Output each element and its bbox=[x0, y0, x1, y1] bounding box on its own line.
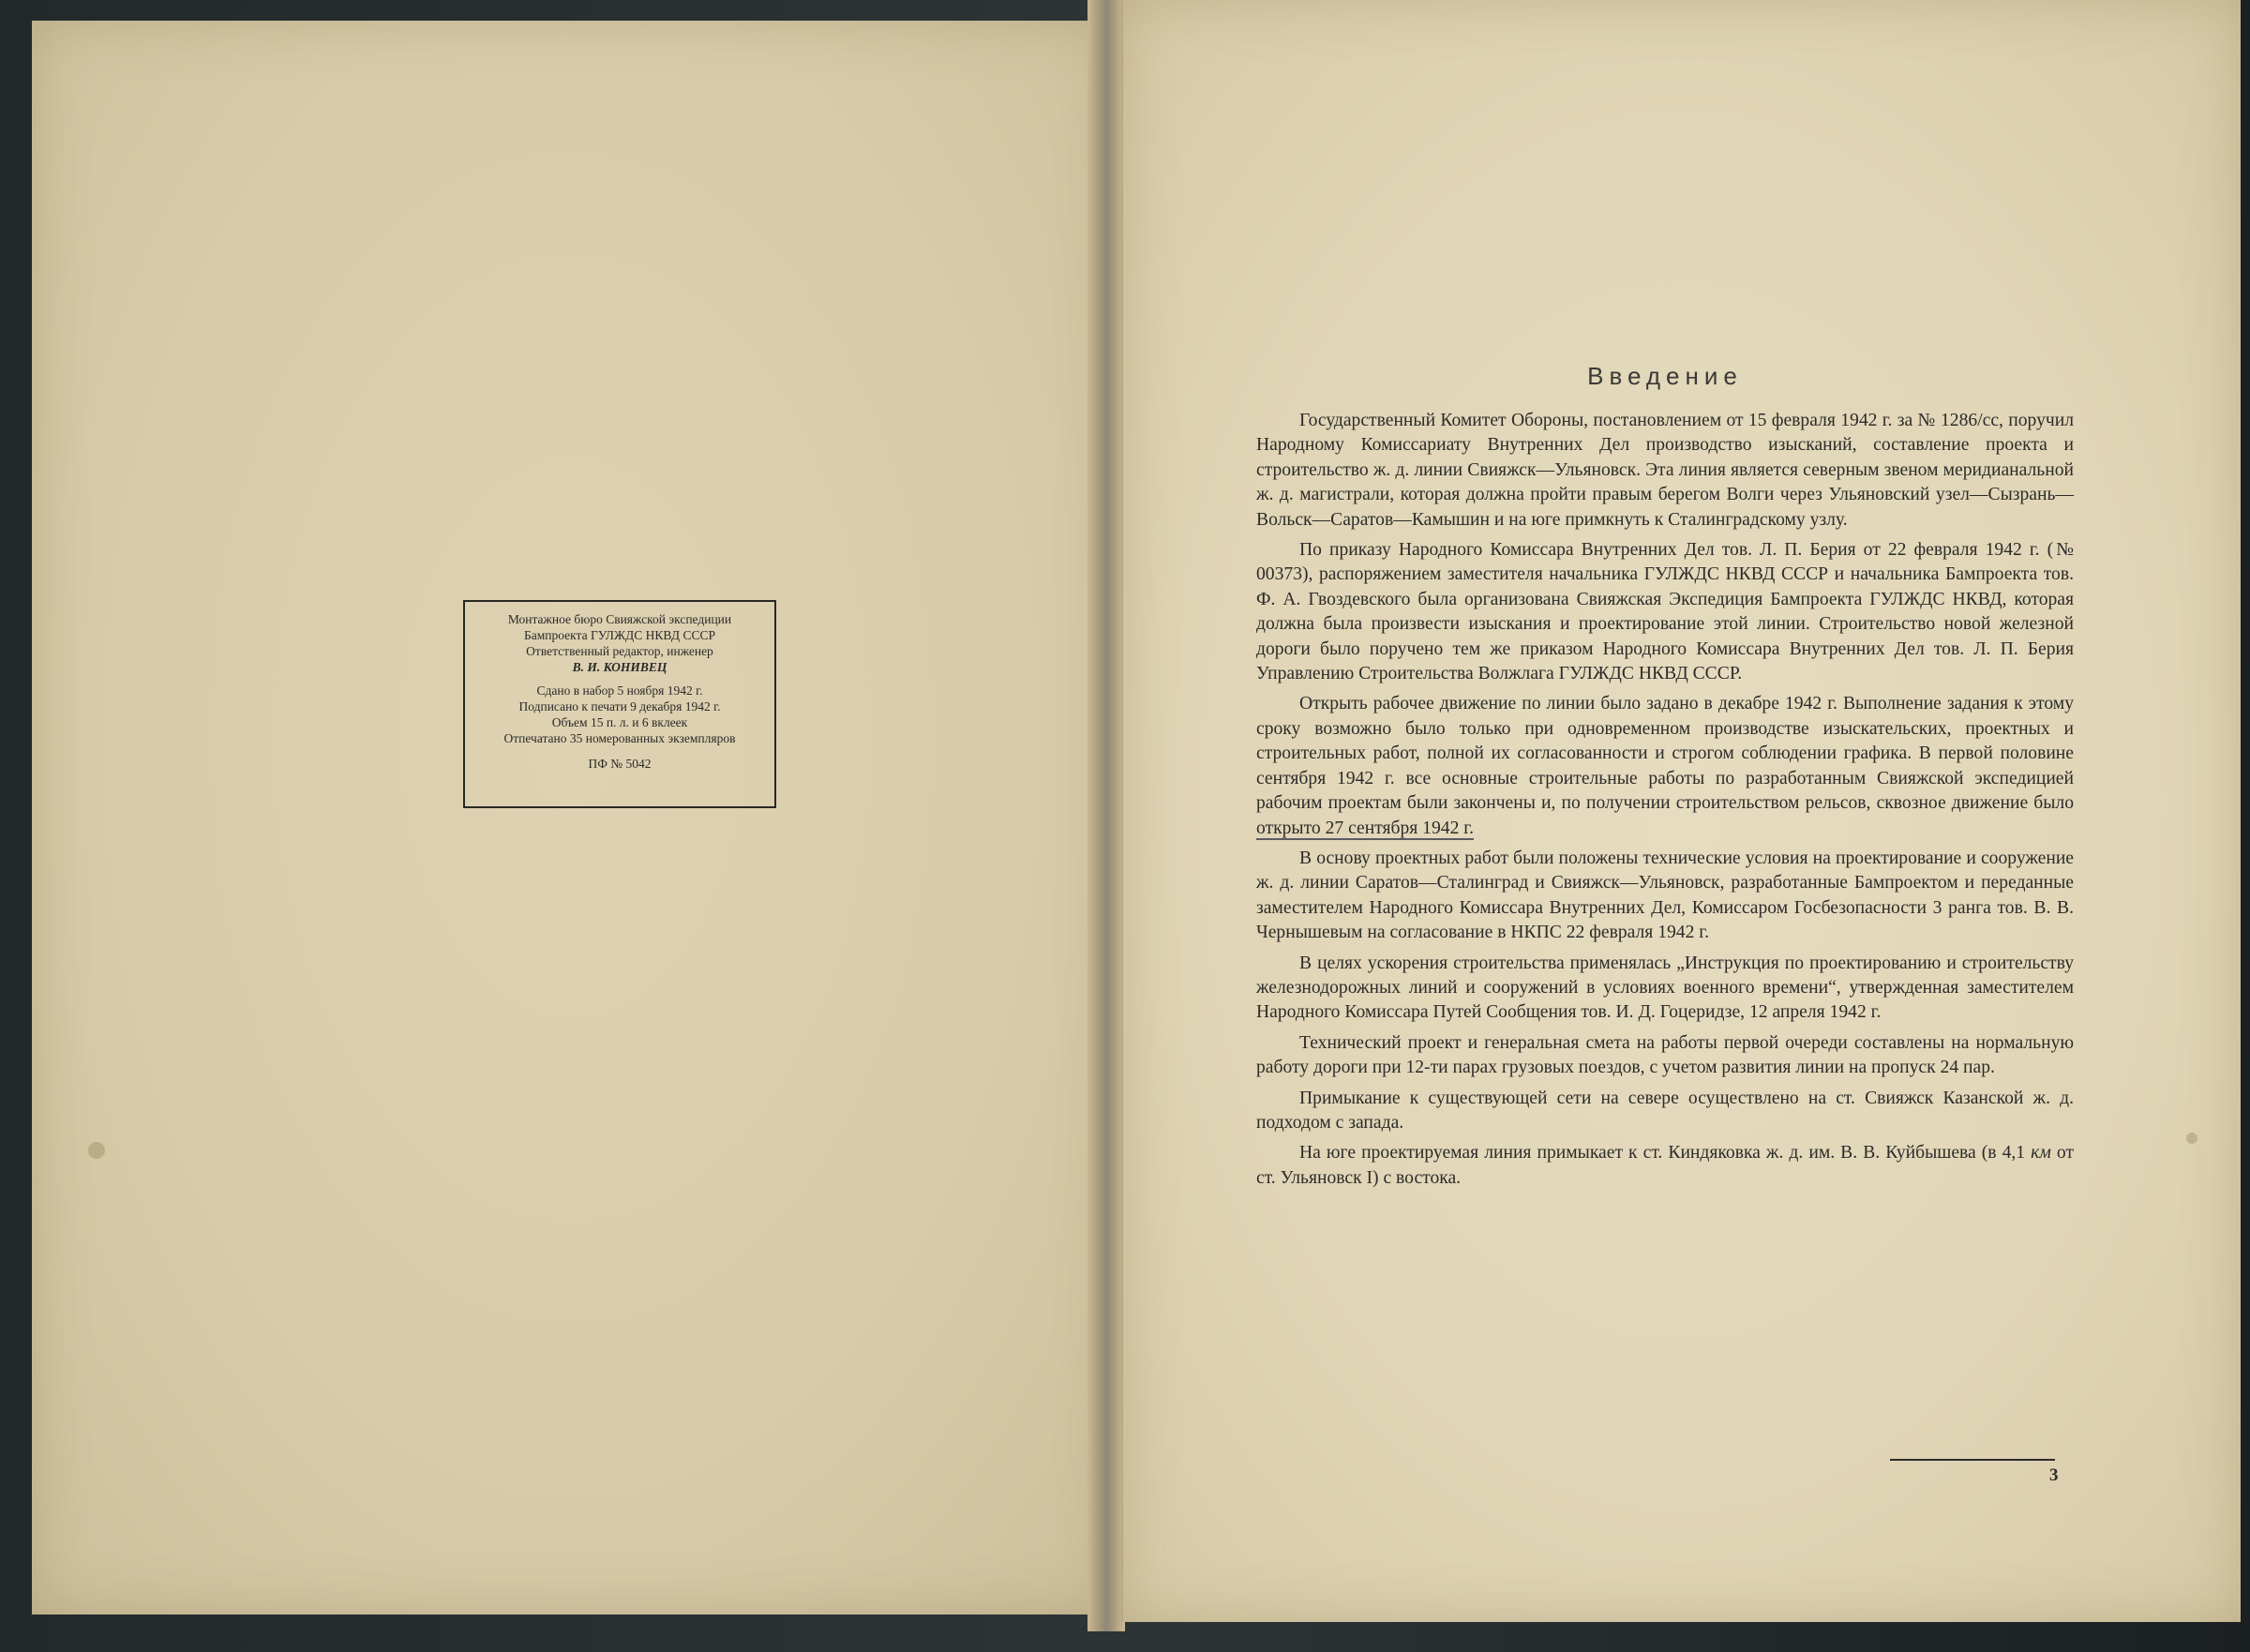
paragraph: В целях ускорения строительства применялась „Инструкция по проектированию и строительству железнодорожных линий и сооружений в условиях военного времени“, утвержденная заместителем Народного Комиссара Путей Сообщения тов. И. Д. Гоцеридзе, 12 апреля 1942 г. bbox=[1256, 953, 2074, 1023]
paragraph bbox=[1256, 692, 2074, 840]
imprint-line: Ответственный редактор, инженер bbox=[526, 644, 713, 658]
paragraph-text: от ст. Ульяновск I) с востока. bbox=[1256, 1143, 2074, 1188]
page-number: 3 bbox=[2049, 1465, 2059, 1485]
imprint-line: Бампроекта ГУЛЖДС НКВД СССР bbox=[523, 628, 715, 642]
imprint-line: Сдано в набор 5 ноября 1942 г. bbox=[536, 683, 703, 698]
unit-km: км bbox=[2031, 1143, 2051, 1164]
page-title: Введение bbox=[1587, 362, 1743, 390]
imprint-line: Отпечатано 35 номерованных экземпляров bbox=[503, 731, 736, 745]
paragraph: Технический проект и генеральная смета на работы первой очереди составлены на нормальную работу дороги при 12-ти парах грузовых поездов, с учетом развития линии на пропуск 24 пар. bbox=[1256, 1032, 2074, 1078]
imprint-order-number: ПФ № 5042 bbox=[588, 757, 652, 771]
footer-rule bbox=[1890, 1459, 2055, 1461]
paragraph-text: На юге проектируемая линия примыкает к ст. Киндяковка ж. д. им. В. В. Куйбышева (в 4,1 bbox=[1299, 1143, 2026, 1164]
paragraph: Государственный Комитет Обороны, постановлением от 15 февраля 1942 г. за № 1286/сс, поручил Народному Комиссариату Внутренних Дел производство изысканий, составление проекта и строительство ж. д. линии Свияжск—Ульяновск. Эта линия является северным звеном меридианальной ж. д. магистрали, которая должна пройти правым берегом Волги через Ульяновский узел—Сызрань—Вольск—Саратов—Камышин и на юге примкнуть к Сталинградскому узлу. bbox=[1256, 411, 2074, 530]
imprint-line: Объем 15 п. л. и 6 вклеек bbox=[551, 715, 688, 729]
page-stain bbox=[2186, 1133, 2198, 1144]
imprint-line: Монтажное бюро Свияжской экспедиции bbox=[507, 612, 732, 626]
left-page bbox=[32, 21, 1114, 1614]
paragraph: В основу проектных работ были положены технические условия на проектирование и сооружение ж. д. линии Саратов—Сталинград и Свияжск—Ульяновск, разработанные Бампроектом и переданные заместителем Народного Комиссара Внутренних Дел, Комиссаром Госбезопасности 3 ранга тов. В. В. Чернышевым на согласование в НКПС 22 февраля 1942 г. bbox=[1256, 848, 2074, 943]
paragraph: Примыкание к существующей сети на севере осуществлено на ст. Свияжск Казанской ж. д. подходом с запада. bbox=[1256, 1088, 2074, 1133]
underlined-date: открыто 27 сентября 1942 г. bbox=[1256, 818, 1474, 838]
imprint-editor: В. И. КОНИВЕЦ bbox=[572, 660, 668, 674]
paragraph bbox=[1256, 1141, 2074, 1191]
introduction-text bbox=[1256, 364, 2074, 1196]
paragraph: По приказу Народного Комиссара Внутренних Дел тов. Л. П. Берия от 22 февраля 1942 г. (№ 00373), распоряжением заместителя начальника ГУЛЖДС НКВД СССР и начальника Бампроекта тов. Ф. А. Гвоздевского была организована Свияжская Экспедиция Бампроекта ГУЛЖДС НКВД, которая должна была произвести изыскания и проектирование этой линии. Строительство новой железной дороги было поручено тем же приказом Народного Комиссара Внутренних Дел тов. Л. П. Берия Управлению Строительства Волжлага ГУЛЖДС НКВД СССР. bbox=[1256, 540, 2074, 684]
paragraph-text: Открыть рабочее движение по линии было задано в декабре 1942 г. Выполнение задания к этому сроку возможно было только при одновременном производстве изыскательских, проектных и строительных работ, полной их согласованности и строгом соблюдении графика. В первой половине сентября 1942 г. все основные строительные работы по разработанным Свияжской экспедицией рабочим проектам были закончены и, по получении строительством рельсов, сквозное движение было bbox=[1256, 694, 2074, 814]
page-stain bbox=[88, 1142, 105, 1159]
book-spine bbox=[1088, 0, 1125, 1631]
imprint-line: Подписано к печати 9 декабря 1942 г. bbox=[518, 699, 721, 713]
imprint-box bbox=[463, 600, 776, 808]
